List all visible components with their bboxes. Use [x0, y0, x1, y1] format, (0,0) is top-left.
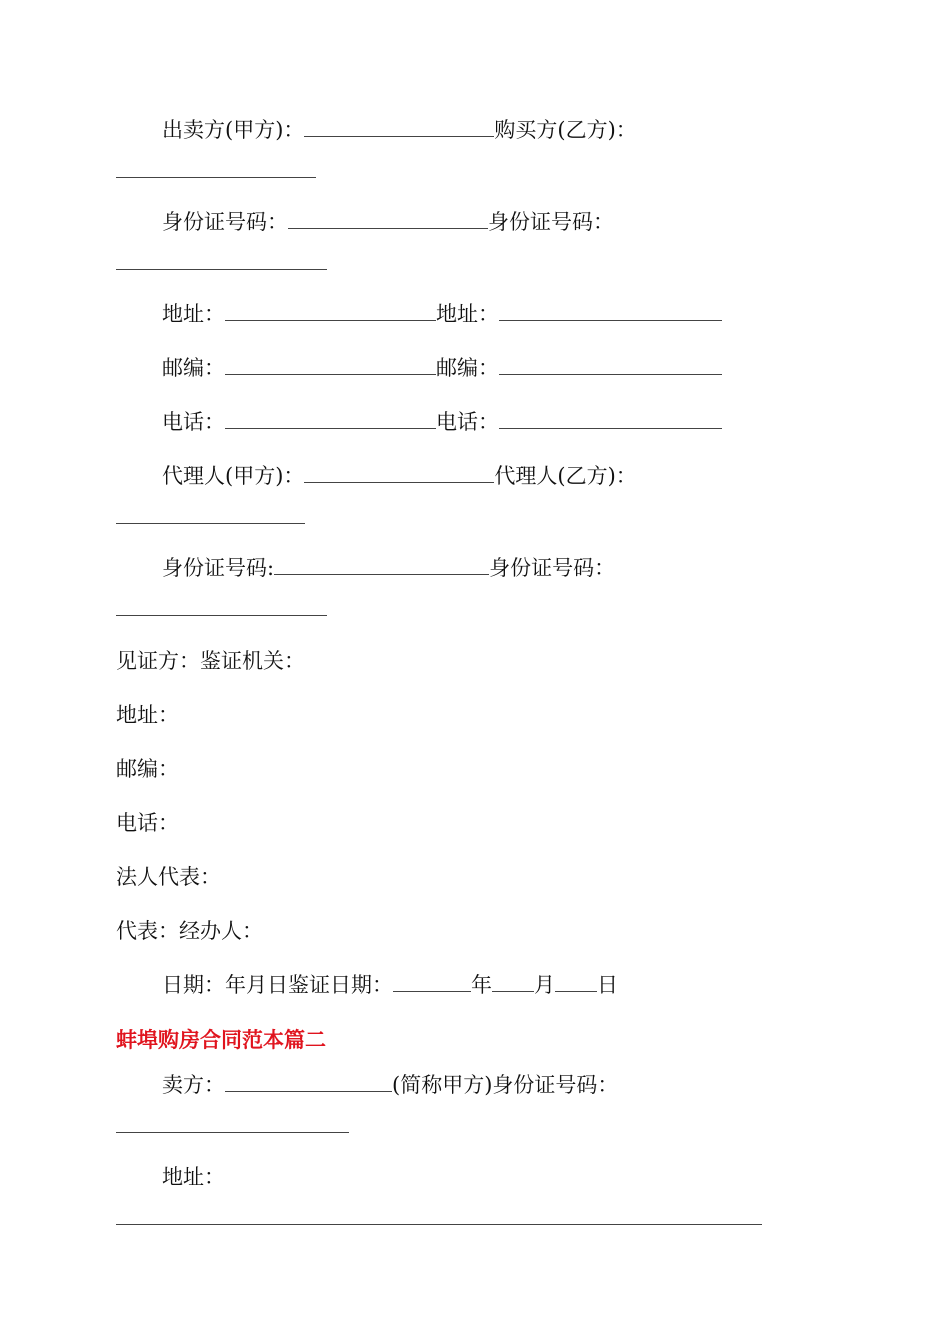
month-blank	[492, 971, 534, 992]
seller-two-note: (简称甲方)身份证号码：	[392, 1073, 619, 1097]
buyer-name-blank	[116, 177, 316, 178]
seller-two-name-blank	[225, 1071, 392, 1092]
witness-label: 见证方：鉴证机关：	[116, 649, 305, 673]
seller-address-blank	[225, 300, 436, 321]
seller-buyer-row	[162, 116, 637, 144]
buyer-agent-label: 代理人(乙方)：	[494, 464, 637, 488]
phone-row	[162, 408, 722, 436]
buyer-id-label: 身份证号码：	[488, 210, 614, 234]
section-heading: 蚌埠购房合同范本篇二	[116, 1028, 326, 1052]
seller-address-label: 地址：	[162, 302, 225, 326]
seller-phone-blank	[225, 408, 436, 429]
seller-id-blank	[288, 208, 488, 229]
seller-postcode-blank	[225, 354, 436, 375]
witness-postcode-label: 邮编：	[116, 757, 179, 781]
buyer-agent-blank	[116, 523, 305, 524]
seller-agent-label: 代理人(甲方)：	[162, 464, 305, 488]
seller-agent-blank	[304, 462, 494, 483]
address-row	[162, 300, 722, 328]
seller-agent-id-label: 身份证号码:	[162, 556, 275, 580]
buyer-address-blank	[499, 300, 722, 321]
seller-agent-id-blank	[274, 554, 489, 575]
agent-id-row	[162, 554, 615, 582]
witness-phone-label: 电话：	[116, 811, 179, 835]
day-blank	[555, 971, 597, 992]
seller-two-address-blank	[116, 1224, 762, 1225]
buyer-label: 购买方(乙方)：	[494, 118, 637, 142]
buyer-phone-label: 电话：	[436, 410, 499, 434]
agent-row	[162, 462, 637, 490]
seller-id-label: 身份证号码：	[162, 210, 288, 234]
seller-label: 出卖方(甲方)：	[162, 118, 305, 142]
buyer-agent-id-blank	[116, 615, 327, 616]
postcode-row	[162, 354, 722, 382]
date-label: 日期：年月日鉴证日期：	[162, 973, 393, 997]
buyer-agent-id-label: 身份证号码：	[489, 556, 616, 580]
year-blank	[393, 971, 471, 992]
representative-handler-label: 代表：经办人：	[116, 919, 263, 943]
legal-representative-label: 法人代表：	[116, 865, 221, 889]
seller-phone-label: 电话：	[162, 410, 225, 434]
buyer-id-blank	[116, 269, 327, 270]
buyer-postcode-label: 邮编：	[436, 356, 499, 380]
seller-two-id-blank	[116, 1132, 349, 1133]
year-label: 年	[471, 973, 492, 997]
seller-two-label: 卖方：	[162, 1073, 225, 1097]
seller-two-row	[162, 1071, 618, 1099]
seller-postcode-label: 邮编：	[162, 356, 225, 380]
seller-two-address-label: 地址：	[162, 1165, 225, 1189]
buyer-address-label: 地址：	[436, 302, 499, 326]
buyer-postcode-blank	[499, 354, 722, 375]
buyer-phone-blank	[499, 408, 722, 429]
seller-name-blank	[304, 116, 494, 137]
id-row	[162, 208, 614, 236]
witness-address-label: 地址：	[116, 703, 179, 727]
day-label: 日	[597, 973, 618, 997]
date-row	[162, 971, 618, 999]
month-label: 月	[534, 973, 555, 997]
